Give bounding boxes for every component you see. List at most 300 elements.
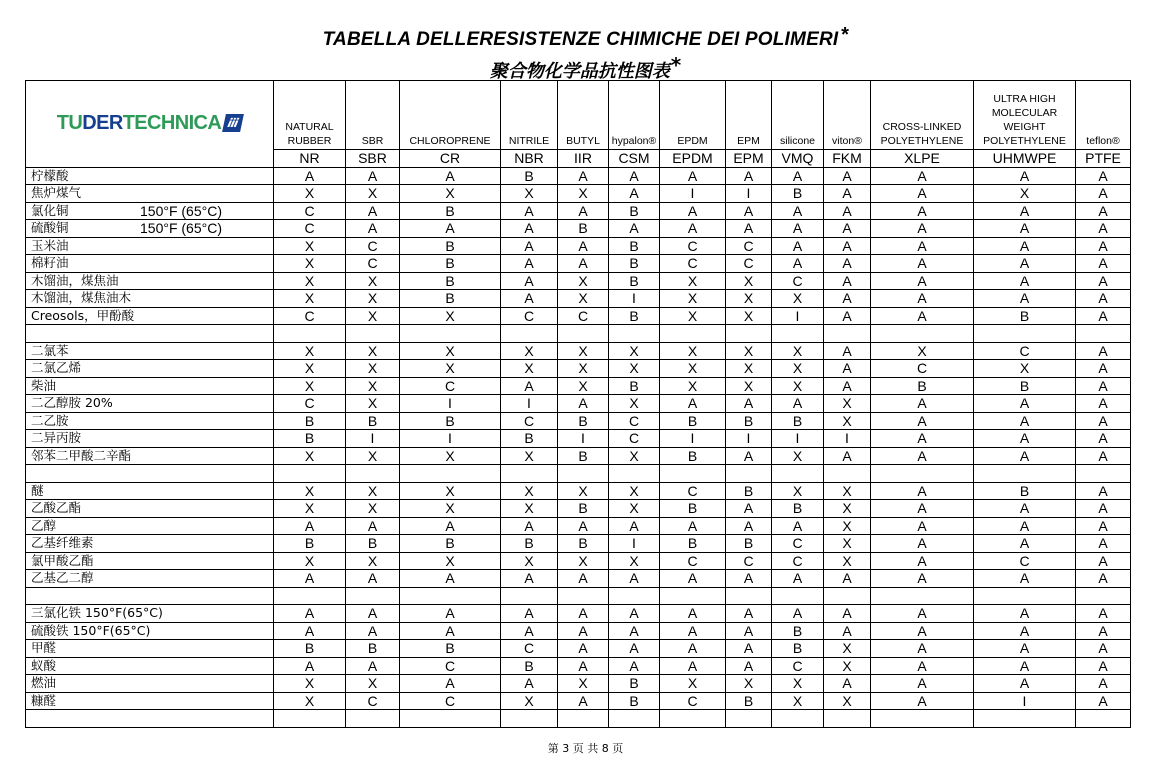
rating-cell: B (772, 640, 824, 658)
rating-cell: X (400, 500, 501, 518)
chemical-name: 乙醇 (31, 517, 57, 533)
rating-cell: X (609, 500, 660, 518)
rating-cell: X (824, 640, 871, 658)
rating-cell: X (274, 377, 346, 395)
rating-cell: A (824, 605, 871, 623)
rating-cell: C (609, 430, 660, 448)
rating-cell: A (346, 657, 400, 675)
rating-cell: B (558, 412, 609, 430)
blank-row (26, 587, 1131, 605)
rating-cell: A (1076, 307, 1131, 325)
chemical-name-cell (26, 360, 274, 378)
empty-cell (660, 587, 726, 605)
chemical-name: 二乙醇胺 20% (31, 395, 113, 411)
chemical-name: 二氯乙烯 (31, 360, 82, 376)
rating-cell: X (772, 675, 824, 693)
rating-cell: A (726, 220, 772, 238)
rating-cell: X (660, 360, 726, 378)
chemical-name: 木馏油，煤焦油 (31, 272, 119, 288)
chemical-name: 柴油 (31, 377, 57, 393)
column-header-full: CROSS-LINKED POLYETHYLENE (871, 81, 974, 150)
rating-cell: A (974, 447, 1076, 465)
chemical-name-cell (26, 447, 274, 465)
rating-cell: B (660, 412, 726, 430)
table-row (26, 360, 1131, 378)
empty-cell (346, 710, 400, 728)
table-row (26, 395, 1131, 413)
chemical-name: 三氯化铁 150°F(65°C) (31, 605, 163, 621)
rating-cell: A (609, 570, 660, 588)
rating-cell: A (871, 290, 974, 308)
rating-cell: A (558, 605, 609, 623)
rating-cell: B (274, 640, 346, 658)
rating-cell: I (346, 430, 400, 448)
rating-cell: X (346, 482, 400, 500)
rating-cell: A (871, 622, 974, 640)
rating-cell: A (660, 622, 726, 640)
rating-cell: X (501, 342, 558, 360)
rating-cell: A (772, 167, 824, 185)
rating-cell: X (346, 185, 400, 203)
rating-cell: B (609, 377, 660, 395)
rating-cell: X (346, 360, 400, 378)
rating-cell: A (824, 220, 871, 238)
rating-cell: X (824, 500, 871, 518)
chemical-name-cell (26, 570, 274, 588)
table-row (26, 535, 1131, 553)
rating-cell: A (871, 570, 974, 588)
rating-cell: A (824, 185, 871, 203)
rating-cell: X (772, 447, 824, 465)
rating-cell: B (400, 272, 501, 290)
rating-cell: X (726, 675, 772, 693)
table-row (26, 675, 1131, 693)
rating-cell: A (871, 657, 974, 675)
chemical-name-cell (26, 272, 274, 290)
rating-cell: X (558, 552, 609, 570)
rating-cell: A (871, 220, 974, 238)
rating-cell: X (558, 272, 609, 290)
rating-cell: A (501, 272, 558, 290)
rating-cell: C (400, 692, 501, 710)
rating-cell: A (871, 395, 974, 413)
rating-cell: X (824, 482, 871, 500)
chemical-name: 二氯苯 (31, 342, 69, 358)
rating-cell: A (501, 377, 558, 395)
empty-cell (974, 587, 1076, 605)
table-row (26, 290, 1131, 308)
rating-cell: A (400, 605, 501, 623)
rating-cell: C (660, 482, 726, 500)
rating-cell: A (871, 272, 974, 290)
chemical-name: Creosols，甲酚酸 (31, 307, 135, 323)
empty-cell (558, 710, 609, 728)
rating-cell: A (871, 517, 974, 535)
chemical-temperature: 150°F (65°C) (140, 220, 223, 236)
rating-cell: X (501, 692, 558, 710)
rating-cell: X (660, 290, 726, 308)
rating-cell: A (1076, 290, 1131, 308)
rating-cell: A (824, 290, 871, 308)
table-row (26, 377, 1131, 395)
rating-cell: A (974, 272, 1076, 290)
rating-cell: B (609, 255, 660, 273)
empty-cell (609, 465, 660, 483)
column-header-abbr: EPDM (660, 150, 726, 168)
rating-cell: B (558, 500, 609, 518)
column-header-full: EPM (726, 81, 772, 150)
table-row (26, 657, 1131, 675)
rating-cell: X (726, 342, 772, 360)
rating-cell: A (726, 517, 772, 535)
chemical-name-cell (26, 657, 274, 675)
rating-cell: A (609, 640, 660, 658)
rating-cell: A (824, 447, 871, 465)
rating-cell: A (1076, 220, 1131, 238)
chemical-name-cell (26, 290, 274, 308)
rating-cell: A (609, 220, 660, 238)
logo-cell (26, 81, 274, 168)
rating-cell: X (274, 290, 346, 308)
rating-cell: C (974, 342, 1076, 360)
rating-cell: A (824, 167, 871, 185)
rating-cell: C (501, 307, 558, 325)
rating-cell: A (974, 622, 1076, 640)
table-row (26, 167, 1131, 185)
rating-cell: X (501, 500, 558, 518)
rating-cell: A (609, 657, 660, 675)
empty-cell (501, 465, 558, 483)
rating-cell: I (824, 430, 871, 448)
rating-cell: C (660, 237, 726, 255)
empty-cell (726, 465, 772, 483)
column-header-full: BUTYL (558, 81, 609, 150)
rating-cell: A (824, 360, 871, 378)
rating-cell: A (1076, 255, 1131, 273)
rating-cell: A (274, 517, 346, 535)
rating-cell: X (274, 447, 346, 465)
rating-cell: X (274, 675, 346, 693)
rating-cell: A (824, 307, 871, 325)
rating-cell: C (726, 237, 772, 255)
rating-cell: B (400, 290, 501, 308)
rating-cell: A (660, 570, 726, 588)
chemical-name-cell (26, 202, 274, 220)
column-header-full: hypalon® (609, 81, 660, 150)
chemical-name-cell (26, 220, 274, 238)
rating-cell: B (558, 535, 609, 553)
rating-cell: X (772, 360, 824, 378)
rating-cell: A (274, 657, 346, 675)
table-row (26, 202, 1131, 220)
rating-cell: A (871, 482, 974, 500)
empty-cell (609, 710, 660, 728)
rating-cell: A (501, 517, 558, 535)
rating-cell: B (609, 202, 660, 220)
rating-cell: A (1076, 482, 1131, 500)
rating-cell: A (974, 237, 1076, 255)
rating-cell: C (726, 552, 772, 570)
rating-cell: X (824, 657, 871, 675)
table-row (26, 430, 1131, 448)
empty-cell (824, 325, 871, 343)
rating-cell: A (871, 675, 974, 693)
empty-cell (871, 325, 974, 343)
rating-cell: X (824, 395, 871, 413)
rating-cell: A (974, 412, 1076, 430)
rating-cell: X (824, 535, 871, 553)
rating-cell: A (1076, 237, 1131, 255)
empty-cell (346, 325, 400, 343)
empty-cell (871, 710, 974, 728)
rating-cell: A (871, 202, 974, 220)
rating-cell: A (1076, 412, 1131, 430)
rating-cell: A (824, 272, 871, 290)
table-row (26, 692, 1131, 710)
rating-cell: A (501, 570, 558, 588)
rating-cell: A (772, 220, 824, 238)
rating-cell: A (660, 657, 726, 675)
rating-cell: X (558, 342, 609, 360)
rating-cell: X (501, 360, 558, 378)
rating-cell: B (772, 185, 824, 203)
rating-cell: X (346, 307, 400, 325)
rating-cell: B (660, 535, 726, 553)
column-header-abbr: VMQ (772, 150, 824, 168)
rating-cell: B (501, 657, 558, 675)
chemical-name-cell (26, 552, 274, 570)
rating-cell: X (660, 272, 726, 290)
rating-cell: A (400, 675, 501, 693)
rating-cell: A (871, 640, 974, 658)
rating-cell: X (274, 552, 346, 570)
empty-cell (1076, 710, 1131, 728)
rating-cell: A (974, 535, 1076, 553)
rating-cell: B (726, 412, 772, 430)
column-header-full: SBR (346, 81, 400, 150)
empty-cell (26, 325, 274, 343)
empty-cell (346, 465, 400, 483)
rating-cell: A (974, 220, 1076, 238)
rating-cell: A (726, 447, 772, 465)
column-header-abbr: UHMWPE (974, 150, 1076, 168)
rating-cell: C (660, 692, 726, 710)
rating-cell: A (871, 167, 974, 185)
chemical-name-cell (26, 692, 274, 710)
rating-cell: B (871, 377, 974, 395)
chemical-name: 糠醛 (31, 692, 57, 708)
rating-cell: A (871, 255, 974, 273)
rating-cell: X (400, 342, 501, 360)
rating-cell: A (609, 622, 660, 640)
rating-cell: A (558, 692, 609, 710)
table-row (26, 552, 1131, 570)
page-footer: 第 3 页 共 8 页 (547, 742, 624, 755)
rating-cell: A (501, 290, 558, 308)
rating-cell: A (1076, 202, 1131, 220)
empty-cell (558, 465, 609, 483)
rating-cell: A (824, 255, 871, 273)
rating-cell: A (871, 237, 974, 255)
rating-cell: A (558, 237, 609, 255)
empty-cell (274, 325, 346, 343)
rating-cell: I (772, 430, 824, 448)
empty-cell (871, 465, 974, 483)
column-header-abbr: XLPE (871, 150, 974, 168)
column-header-abbr: SBR (346, 150, 400, 168)
chemical-name-cell (26, 500, 274, 518)
empty-cell (558, 587, 609, 605)
rating-cell: A (974, 517, 1076, 535)
rating-cell: X (274, 342, 346, 360)
rating-cell: A (660, 167, 726, 185)
rating-cell: C (772, 272, 824, 290)
rating-cell: A (726, 500, 772, 518)
rating-cell: A (1076, 692, 1131, 710)
rating-cell: X (346, 272, 400, 290)
empty-cell (346, 587, 400, 605)
rating-cell: A (1076, 657, 1131, 675)
column-header-abbr: IIR (558, 150, 609, 168)
empty-cell (1076, 325, 1131, 343)
rating-cell: X (274, 255, 346, 273)
empty-cell (974, 325, 1076, 343)
rating-cell: C (660, 255, 726, 273)
empty-cell (772, 587, 824, 605)
rating-cell: X (824, 517, 871, 535)
rating-cell: A (1076, 342, 1131, 360)
rating-cell: B (346, 535, 400, 553)
page-title: TABELLA DELLERESISTENZE CHIMICHE DEI POLIMERI * (322, 24, 849, 50)
rating-cell: A (558, 517, 609, 535)
rating-cell: C (346, 237, 400, 255)
rating-cell: C (346, 692, 400, 710)
rating-cell: A (400, 570, 501, 588)
rating-cell: X (400, 552, 501, 570)
rating-cell: X (501, 552, 558, 570)
rating-cell: A (871, 552, 974, 570)
rating-cell: C (974, 552, 1076, 570)
chemical-name-cell (26, 377, 274, 395)
rating-cell: C (274, 202, 346, 220)
empty-cell (824, 465, 871, 483)
chemical-name: 乙酸乙酯 (31, 500, 82, 516)
rating-cell: X (558, 675, 609, 693)
chemical-name: 焦炉煤气 (31, 185, 82, 201)
rating-cell: C (871, 360, 974, 378)
chemical-name-cell (26, 640, 274, 658)
rating-cell: B (501, 430, 558, 448)
blank-row (26, 465, 1131, 483)
rating-cell: A (824, 342, 871, 360)
empty-cell (558, 325, 609, 343)
rating-cell: B (609, 692, 660, 710)
empty-cell (400, 465, 501, 483)
rating-cell: X (346, 377, 400, 395)
rating-cell: A (772, 237, 824, 255)
column-header-abbr: EPM (726, 150, 772, 168)
rating-cell: X (558, 185, 609, 203)
rating-cell: B (346, 640, 400, 658)
rating-cell: A (400, 622, 501, 640)
rating-cell: A (346, 622, 400, 640)
rating-cell: A (726, 605, 772, 623)
rating-cell: B (400, 237, 501, 255)
chemical-name-cell (26, 412, 274, 430)
table-row (26, 412, 1131, 430)
chemical-name: 棉籽油 (31, 255, 69, 271)
rating-cell: X (974, 360, 1076, 378)
chemical-name-cell (26, 237, 274, 255)
rating-cell: X (274, 237, 346, 255)
rating-cell: A (974, 657, 1076, 675)
chemical-name: 醚 (31, 482, 44, 498)
column-header-full: viton® (824, 81, 871, 150)
logo-mark-icon: ⅲ (222, 114, 244, 132)
empty-cell (974, 710, 1076, 728)
rating-cell: C (609, 412, 660, 430)
rating-cell: A (974, 605, 1076, 623)
rating-cell: X (274, 500, 346, 518)
rating-cell: B (609, 272, 660, 290)
rating-cell: X (871, 342, 974, 360)
column-header-full: EPDM (660, 81, 726, 150)
chemical-name: 硫酸铜 (31, 220, 69, 236)
chemical-name: 柠檬酸 (31, 167, 69, 183)
rating-cell: C (772, 657, 824, 675)
rating-cell: X (558, 360, 609, 378)
rating-cell: A (871, 412, 974, 430)
rating-cell: I (609, 290, 660, 308)
rating-cell: C (558, 307, 609, 325)
rating-cell: B (772, 622, 824, 640)
rating-cell: A (871, 307, 974, 325)
rating-cell: X (660, 377, 726, 395)
rating-cell: C (726, 255, 772, 273)
rating-cell: B (400, 255, 501, 273)
rating-cell: X (660, 675, 726, 693)
empty-cell (1076, 587, 1131, 605)
empty-cell (726, 710, 772, 728)
rating-cell: X (772, 342, 824, 360)
rating-cell: A (726, 570, 772, 588)
column-header-abbr: CSM (609, 150, 660, 168)
rating-cell: A (726, 395, 772, 413)
rating-cell: A (274, 570, 346, 588)
rating-cell: I (660, 430, 726, 448)
rating-cell: C (400, 657, 501, 675)
rating-cell: A (609, 605, 660, 623)
chemical-name: 乙基乙二醇 (31, 570, 94, 586)
rating-cell: A (772, 202, 824, 220)
rating-cell: X (824, 692, 871, 710)
rating-cell: A (1076, 377, 1131, 395)
chemical-name-cell (26, 255, 274, 273)
empty-cell (26, 710, 274, 728)
table-row (26, 640, 1131, 658)
rating-cell: B (400, 412, 501, 430)
rating-cell: B (609, 307, 660, 325)
empty-cell (609, 325, 660, 343)
rating-cell: A (871, 605, 974, 623)
rating-cell: A (726, 657, 772, 675)
rating-cell: B (660, 500, 726, 518)
rating-cell: A (772, 605, 824, 623)
chemical-name-cell (26, 185, 274, 203)
rating-cell: A (609, 185, 660, 203)
rating-cell: I (660, 185, 726, 203)
rating-cell: A (824, 377, 871, 395)
